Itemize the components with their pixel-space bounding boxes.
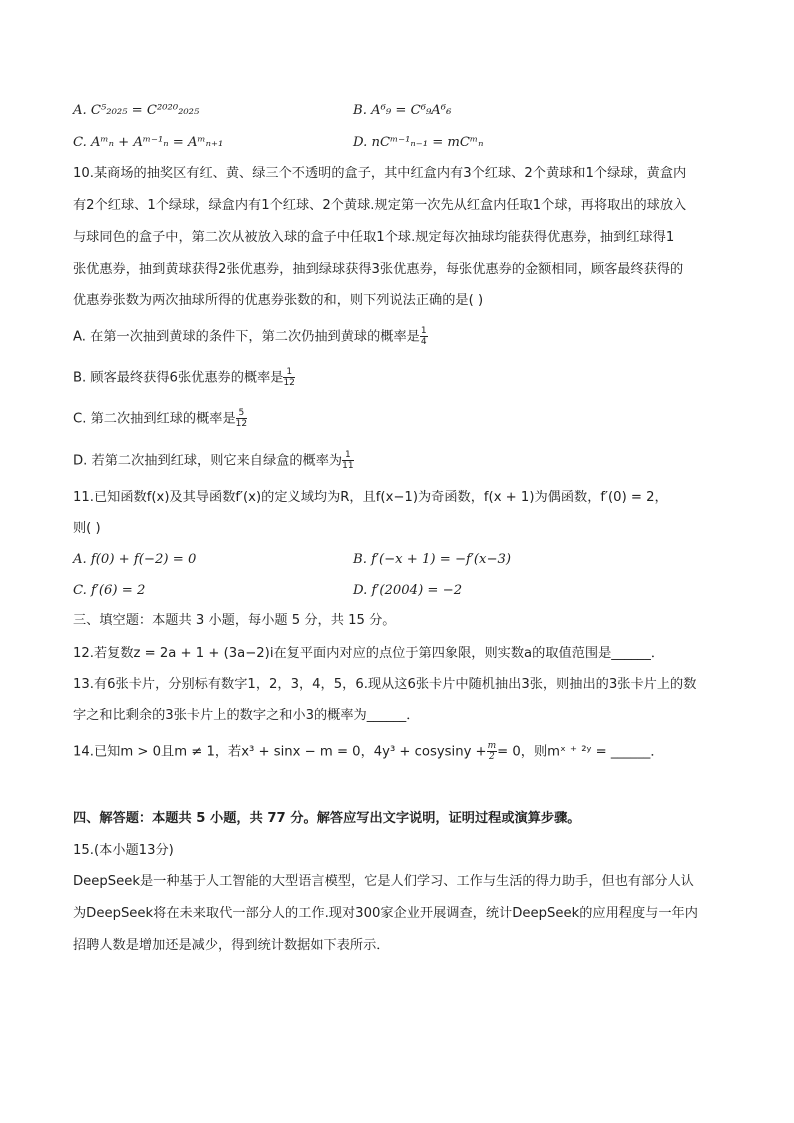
q11-option-b: B. f′(−x + 1) = −f′(x−3) (353, 552, 512, 567)
q14-stem (73, 741, 664, 763)
q10-option-a-text: A. 在第一次抽到黄球的条件下，第二次仍抽到黄球的概率是 (73, 329, 420, 345)
section-3-heading: 三、填空题：本题共 3 小题，每小题 5 分，共 15 分。 (73, 613, 396, 628)
q14-stem-pre: 14.已知m > 0且m ≠ 1，若x³ + sinx − m = 0，4y³ + cosysiny + (73, 744, 487, 760)
q9-option-c: C. Aᵐₙ + Aᵐ⁻¹ₙ = Aᵐₙ₊₁ (73, 135, 224, 150)
q10-option-d-text: D. 若第二次抽到红球，则它来自绿盒的概率为 (73, 453, 343, 469)
q13-stem-line-2: 字之和比剩余的3张卡片上的数字之和小3的概率为______． (73, 708, 420, 723)
q9-option-a: A. C⁵₂₀₂₅ = C²⁰²⁰₂₀₂₅ (73, 103, 200, 118)
q10-option-a (73, 326, 428, 348)
fraction: $\frac{5}{12}$ (235, 408, 248, 429)
fraction: $\frac{1}{12}$ (283, 367, 295, 388)
q15-stem-line-1: DeepSeek是一种基于人工智能的大型语言模型，它是人们学习、工作与生活的得力助手，但也有部分人认 (73, 874, 694, 889)
q14-stem-post: = 0，则mˣ ⁺ ²ʸ = ______． (497, 744, 664, 760)
q15-stem-line-3: 招聘人数是增加还是减少，得到统计数据如下表所示． (73, 938, 390, 953)
q10-stem-line-2: 有2个红球、1个绿球，绿盒内有1个红球、2个黄球.规定第一次先从红盒内任取1个球，再将取出的球放入 (73, 198, 687, 213)
q10-option-b (73, 367, 295, 389)
fraction: $\frac{m}{2}$ (487, 741, 497, 762)
q13-stem-line-1: 13.有6张卡片，分别标有数字1，2，3，4，5，6.现从这6张卡片中随机抽出3张，则抽出的3张卡片上的数 (73, 677, 697, 692)
q10-option-c (73, 408, 247, 430)
q11-option-c: C. f′(6) = 2 (73, 583, 146, 598)
fraction: $\frac{1}{4}$ (420, 326, 427, 347)
q10-option-b-text: B. 顾客最终获得6张优惠券的概率是 (73, 370, 284, 386)
q9-option-b: B. A⁶₉ = C⁶₉A⁶₆ (353, 103, 452, 118)
q11-stem-line-2: 则( ) (73, 521, 101, 536)
q10-option-d (73, 450, 354, 472)
q10-option-c-text: C. 第二次抽到红球的概率是 (73, 411, 236, 427)
q10-stem-line-5: 优惠券张数为两次抽球所得的优惠券张数的和，则下列说法正确的是( ) (73, 293, 484, 308)
fraction: $\frac{1}{11}$ (342, 450, 354, 471)
section-4-heading: 四、解答题：本题共 5 小题，共 77 分。解答应写出文字说明，证明过程或演算步骤。 (73, 811, 581, 826)
q11-option-a: A. f(0) + f(−2) = 0 (73, 552, 197, 567)
q9-option-d: D. nCᵐ⁻¹ₙ₋₁ = mCᵐₙ (353, 135, 484, 150)
q10-stem-line-1: 10.某商场的抽奖区有红、黄、绿三个不透明的盒子，其中红盒内有3个红球、2个黄球和1个绿球，黄盒内 (73, 166, 687, 181)
q11-stem-line-1: 11.已知函数f(x)及其导函数f′(x)的定义域均为R，且f(x−1)为奇函数，f(x + 1)为偶函数，f′(0) = 2， (73, 490, 668, 505)
q15-stem-line-2: 为DeepSeek将在未来取代一部分人的工作.现对300家企业开展调查，统计DeepSeek的应用程度与一年内 (73, 906, 698, 921)
q10-stem-line-3: 与球同色的盒子中，第二次从被放入球的盒子中任取1个球.规定每次抽球均能获得优惠券，抽到红球得1 (73, 230, 675, 245)
q12-stem: 12.若复数z = 2a + 1 + (3a−2)i在复平面内对应的点位于第四象限，则实数a的取值范围是______． (73, 646, 665, 661)
q10-stem-line-4: 张优惠券，抽到黄球获得2张优惠券，抽到绿球获得3张优惠券，每张优惠券的金额相同，顾客最终获得的 (73, 262, 684, 277)
q15-title: 15.(本小题13分) (73, 843, 174, 858)
q11-option-d: D. f′(2004) = −2 (353, 583, 463, 598)
